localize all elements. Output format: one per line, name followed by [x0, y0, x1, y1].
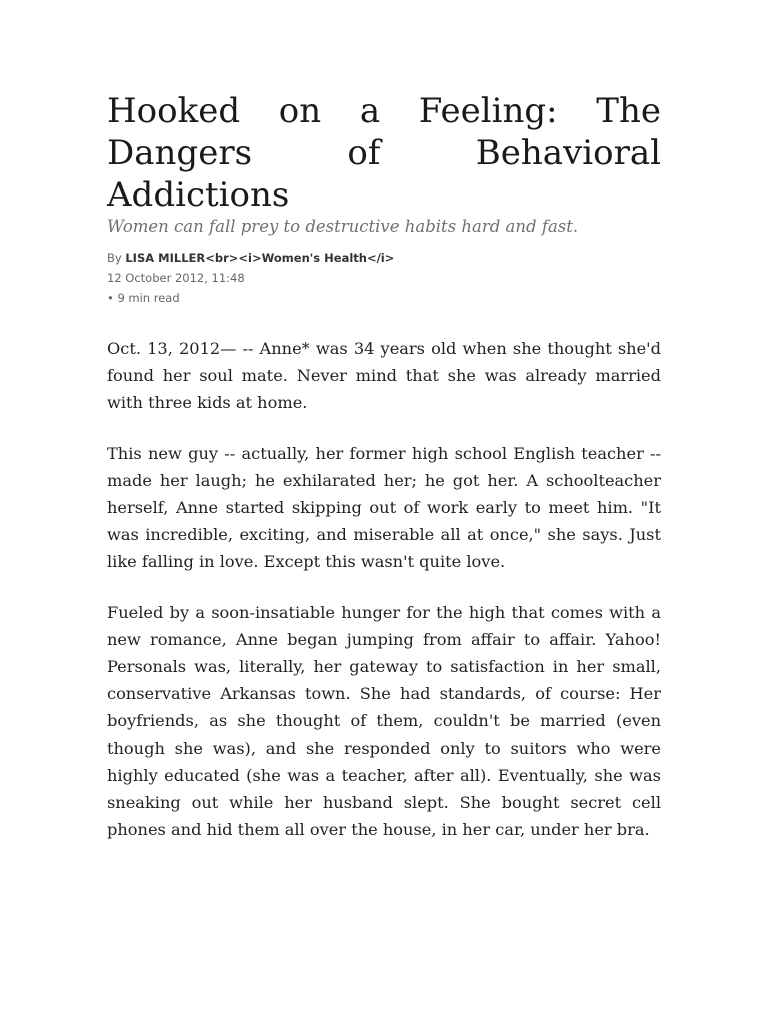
article [107, 90, 661, 843]
article-title: Hooked on a Feeling: The Dangers of Behavioral Addictions [107, 91, 661, 215]
publish-date: 12 October 2012, 11:48 [107, 271, 245, 285]
article-paragraph: Oct. 13, 2012— -- Anne* was 34 years old when she thought she'd found her soul mate. Never mind that she was already married with three kids at home. [107, 339, 661, 413]
read-time: • 9 min read [107, 291, 180, 305]
article-paragraph: This new guy -- actually, her former high school English teacher -- made her laugh; he exhilarated her; he got her. A schoolteacher herself, Anne started skipping out of work early to meet him. "It was incredible, exciting, and miserable all at once," she says. Just like falling in love. Except this wasn't quite love. [107, 443, 661, 572]
article-paragraph: Fueled by a soon-insatiable hunger for the high that comes with a new romance, Anne began jumping from affair to affair. Yahoo! Personals was, literally, her gateway to satisfaction in her small, conservative Arkansas town. She had standards, of course: Her boyfriends, as she thought of them, couldn't be married (even though she was), and she responded only to suitors who were highly educated (she was a teacher, after all). Eventually, she was sneaking out while her husband slept. She bought secret cell phones and hid them all over the house, in her car, under her bra. [107, 602, 661, 840]
byline [107, 248, 661, 268]
author-name[interactable]: LISA MILLER<br><i>Women's Health</i> [125, 251, 395, 265]
article-subtitle: Women can fall prey to destructive habits hard and fast. [107, 217, 579, 236]
byline-prefix: By [107, 251, 122, 265]
